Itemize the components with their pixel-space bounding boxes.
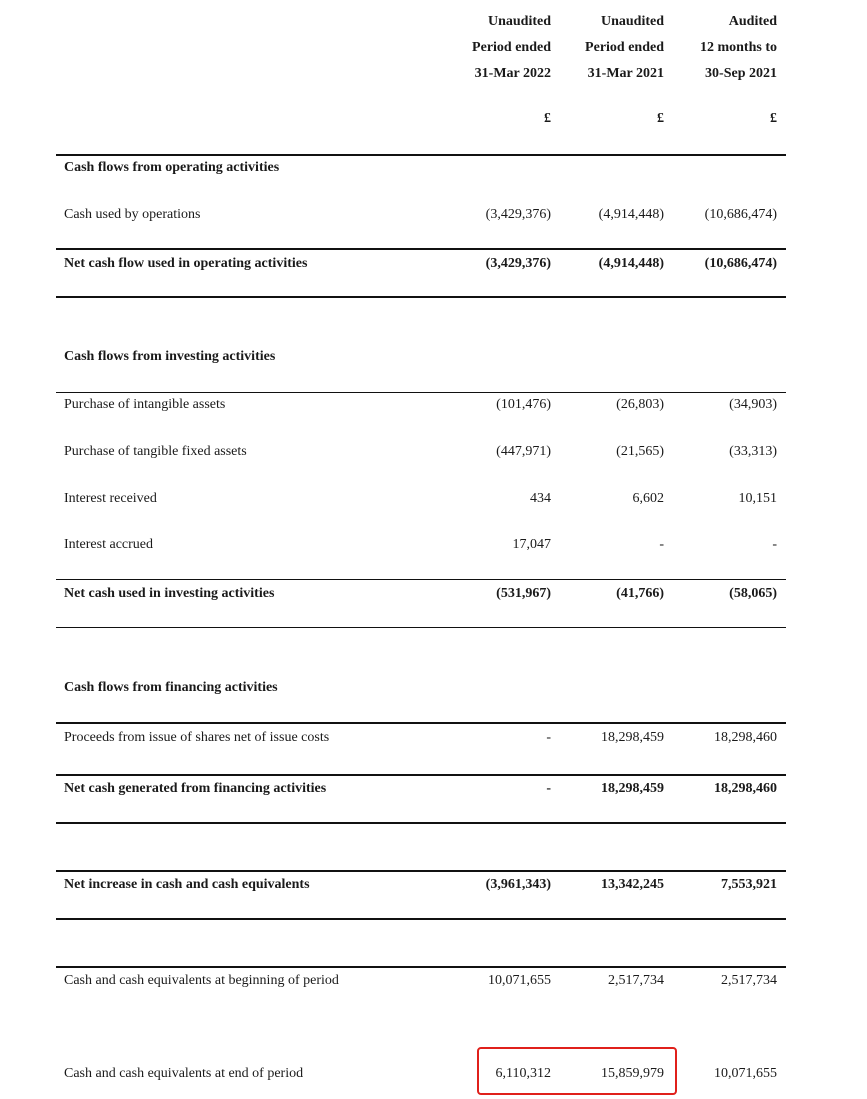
- row-value-col3: (33,313): [729, 444, 777, 459]
- closing-label: Cash and cash equivalents at end of period: [64, 1066, 304, 1081]
- col1-header-line1: Unaudited: [487, 14, 551, 29]
- net-increase-label: Net increase in cash and cash equivalents: [64, 877, 310, 892]
- row-value-col2: (26,803): [616, 397, 664, 412]
- row-value-col2: 18,298,459: [601, 730, 664, 745]
- closing-col1: 6,110,312: [495, 1066, 551, 1081]
- opening-label: Cash and cash equivalents at beginning of period: [64, 973, 339, 988]
- financing-total-label: Net cash generated from financing activities: [64, 781, 327, 796]
- divider: [56, 966, 786, 968]
- row-value-col2: 6,602: [632, 491, 664, 506]
- investing-total-label: Net cash used in investing activities: [64, 586, 275, 601]
- closing-col3: 10,071,655: [714, 1066, 777, 1081]
- col3-currency: £: [770, 111, 777, 126]
- net-increase-col3: 7,553,921: [721, 877, 777, 892]
- investing-total-col2: (41,766): [616, 586, 664, 601]
- row-label: Interest accrued: [64, 537, 153, 552]
- col2-currency: £: [657, 111, 664, 126]
- col3-header-line1: Audited: [728, 14, 777, 29]
- divider: [56, 579, 786, 580]
- divider: [56, 296, 786, 298]
- row-value-col3: 10,151: [738, 491, 777, 506]
- divider: [56, 822, 786, 824]
- financing-total-col3: 18,298,460: [714, 781, 777, 796]
- divider: [56, 918, 786, 920]
- divider: [56, 722, 786, 724]
- row-value-col1: (101,476): [496, 397, 551, 412]
- row-value-col3: (34,903): [729, 397, 777, 412]
- net-increase-col2: 13,342,245: [601, 877, 664, 892]
- investing-heading: Cash flows from investing activities: [64, 349, 276, 364]
- col2-header-line1: Unaudited: [600, 14, 664, 29]
- divider: [56, 870, 786, 872]
- row-value-col1: 434: [530, 491, 551, 506]
- operating-total-col1: (3,429,376): [485, 256, 551, 271]
- col2-header-line2: Period ended: [585, 40, 664, 55]
- divider: [56, 154, 786, 156]
- operating-total-col3: (10,686,474): [704, 256, 777, 271]
- investing-total-col1: (531,967): [496, 586, 551, 601]
- row-label: Cash used by operations: [64, 207, 201, 222]
- highlight-box: [477, 1047, 677, 1095]
- row-value-col1: (3,429,376): [485, 207, 551, 222]
- row-label: Interest received: [64, 491, 157, 506]
- operating-total-label: Net cash flow used in operating activities: [64, 256, 308, 271]
- divider: [56, 774, 786, 776]
- row-value-col3: (10,686,474): [704, 207, 777, 222]
- row-value-col2: (21,565): [616, 444, 664, 459]
- financing-heading: Cash flows from financing activities: [64, 680, 278, 695]
- investing-total-col3: (58,065): [729, 586, 777, 601]
- row-label: Purchase of tangible fixed assets: [64, 444, 247, 459]
- row-label: Proceeds from issue of shares net of issue costs: [64, 730, 330, 745]
- row-value-col3: -: [772, 537, 777, 552]
- col2-header-line3: 31-Mar 2021: [587, 66, 664, 81]
- net-increase-col1: (3,961,343): [485, 877, 551, 892]
- divider: [56, 627, 786, 628]
- col3-header-line3: 30-Sep 2021: [705, 66, 777, 81]
- row-label: Purchase of intangible assets: [64, 397, 226, 412]
- operating-heading: Cash flows from operating activities: [64, 160, 280, 175]
- financing-total-col2: 18,298,459: [601, 781, 664, 796]
- opening-col2: 2,517,734: [608, 973, 664, 988]
- divider: [56, 248, 786, 250]
- row-value-col1: -: [546, 730, 551, 745]
- financing-total-col1: -: [546, 781, 551, 796]
- opening-col3: 2,517,734: [721, 973, 777, 988]
- divider: [56, 392, 786, 393]
- row-value-col1: 17,047: [512, 537, 551, 552]
- col3-header-line2: 12 months to: [699, 40, 777, 55]
- row-value-col1: (447,971): [496, 444, 551, 459]
- row-value-col2: (4,914,448): [598, 207, 664, 222]
- col1-header-line2: Period ended: [472, 40, 551, 55]
- operating-total-col2: (4,914,448): [598, 256, 664, 271]
- col1-header-line3: 31-Mar 2022: [474, 66, 551, 81]
- row-value-col2: -: [659, 537, 664, 552]
- closing-col2: 15,859,979: [601, 1066, 664, 1081]
- row-value-col3: 18,298,460: [714, 730, 777, 745]
- opening-col1: 10,071,655: [488, 973, 551, 988]
- col1-currency: £: [544, 111, 551, 126]
